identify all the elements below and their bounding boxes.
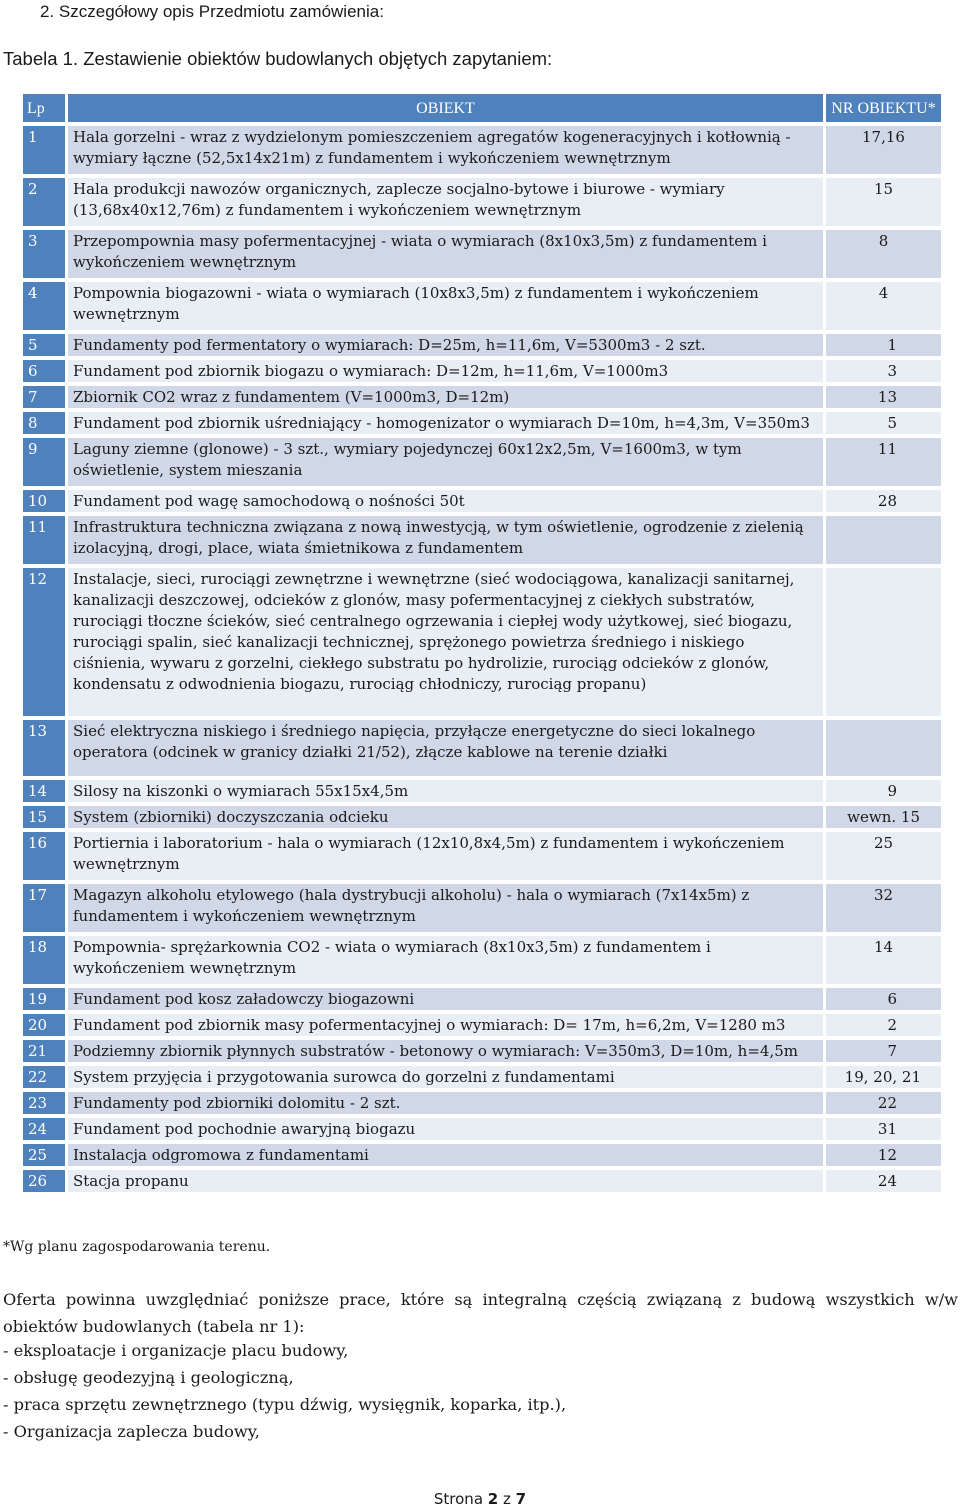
row-description: System (zbiorniki) doczyszczania odcieku <box>68 806 823 828</box>
row-description: Fundamenty pod zbiorniki dolomitu - 2 szt. <box>68 1092 823 1114</box>
row-description: Przepompownia masy pofermentacyjnej - wiata o wymiarach (8x10x3,5m) z fundamentem i wykończeniem wewnętrznym <box>68 230 823 278</box>
row-object-number: 7 <box>826 1040 941 1062</box>
row-description: Hala produkcji nawozów organicznych, zaplecze socjalno-bytowe i biurowe - wymiary (13,68x40x12,76m) z fundamentem i wykończeniem wewnętrznym <box>68 178 823 226</box>
row-description: Fundament pod zbiornik biogazu o wymiarach: D=12m, h=11,6m, V=1000m3 <box>68 360 823 382</box>
row-object-number: 1 <box>826 334 941 356</box>
row-object-number: 3 <box>826 360 941 382</box>
row-object-number: 31 <box>826 1118 941 1140</box>
row-description: Instalacja odgromowa z fundamentami <box>68 1144 823 1166</box>
row-lp: 3 <box>23 230 65 278</box>
table-row <box>23 720 941 776</box>
table-row <box>23 412 941 434</box>
scope-list-item: - praca sprzętu zewnętrznego (typu dźwig, wysięgnik, koparka, itp.), <box>3 1395 567 1414</box>
objects-table <box>20 90 944 1196</box>
row-description: Stacja propanu <box>68 1170 823 1192</box>
table-header-row <box>23 94 941 122</box>
table-row <box>23 516 941 564</box>
row-object-number: 2 <box>826 1014 941 1036</box>
offer-scope-paragraph: Oferta powinna uwzględniać poniższe prace, które są integralną częścią związaną z budową wszystkich w/w obiektów budowlanych (tabela nr 1): <box>3 1290 958 1336</box>
row-description: Hala gorzelni - wraz z wydzielonym pomieszczeniem agregatów kogeneracyjnych i kotłownią - wymiary łączne (52,5x14x21m) z fundamentem i wykończeniem wewnętrznym <box>68 126 823 174</box>
row-description: Silosy na kiszonki o wymiarach 55x15x4,5m <box>68 780 823 802</box>
table-row <box>23 1118 941 1140</box>
row-lp: 22 <box>23 1066 65 1088</box>
row-object-number: 12 <box>826 1144 941 1166</box>
scope-list-item: - eksploatacje i organizacje placu budowy, <box>3 1341 349 1360</box>
table-row <box>23 1040 941 1062</box>
row-description: Fundament pod pochodnie awaryjną biogazu <box>68 1118 823 1140</box>
row-description: Fundament pod wagę samochodową o nośności 50t <box>68 490 823 512</box>
table-row <box>23 360 941 382</box>
table-row <box>23 1144 941 1166</box>
row-lp: 26 <box>23 1170 65 1192</box>
row-object-number: 15 <box>826 178 941 226</box>
row-object-number: 6 <box>826 988 941 1010</box>
row-lp: 4 <box>23 282 65 330</box>
row-description: Fundament pod zbiornik masy pofermentacyjnej o wymiarach: D= 17m, h=6,2m, V=1280 m3 <box>68 1014 823 1036</box>
scope-list-item: - obsługę geodezyjną i geologiczną, <box>3 1368 294 1387</box>
row-lp: 15 <box>23 806 65 828</box>
row-object-number: 32 <box>826 884 941 932</box>
table-row <box>23 806 941 828</box>
table-row <box>23 1092 941 1114</box>
header-nr-obiektu: NR OBIEKTU* <box>826 94 941 122</box>
row-lp: 8 <box>23 412 65 434</box>
header-lp: Lp <box>23 94 65 122</box>
row-lp: 18 <box>23 936 65 984</box>
row-lp: 11 <box>23 516 65 564</box>
row-description: Pompownia- sprężarkownia CO2 - wiata o wymiarach (8x10x3,5m) z fundamentem i wykończeniem wewnętrznym <box>68 936 823 984</box>
row-lp: 6 <box>23 360 65 382</box>
row-lp: 20 <box>23 1014 65 1036</box>
row-lp: 5 <box>23 334 65 356</box>
row-lp: 25 <box>23 1144 65 1166</box>
row-description: Magazyn alkoholu etylowego (hala dystrybucji alkoholu) - hala o wymiarach (7x14x5m) z fundamentem i wykończeniem wewnętrznym <box>68 884 823 932</box>
row-object-number: 8 <box>826 230 941 278</box>
row-lp: 16 <box>23 832 65 880</box>
row-lp: 10 <box>23 490 65 512</box>
row-object-number: 11 <box>826 438 941 486</box>
row-lp: 21 <box>23 1040 65 1062</box>
table-row <box>23 282 941 330</box>
table-row <box>23 780 941 802</box>
row-lp: 13 <box>23 720 65 776</box>
row-object-number <box>826 516 941 564</box>
current-page: 2 <box>487 1490 499 1508</box>
row-object-number: 14 <box>826 936 941 984</box>
row-object-number: 13 <box>826 386 941 408</box>
table-row <box>23 1066 941 1088</box>
table-row <box>23 1014 941 1036</box>
table-row <box>23 230 941 278</box>
row-lp: 12 <box>23 568 65 716</box>
row-description: Fundament pod kosz załadowczy biogazowni <box>68 988 823 1010</box>
table-footnote: *Wg planu zagospodarowania terenu. <box>3 1239 271 1255</box>
row-object-number <box>826 720 941 776</box>
table-row <box>23 884 941 932</box>
total-pages: 7 <box>515 1490 527 1508</box>
row-lp: 23 <box>23 1092 65 1114</box>
row-description: Fundament pod zbiornik uśredniający - homogenizator o wymiarach D=10m, h=4,3m, V=350m3 <box>68 412 823 434</box>
row-description: Infrastruktura techniczna związana z nową inwestycją, w tym oświetlenie, ogrodzenie z zielenią izolacyjną, drogi, place, wiata śmietnikowa z fundamentem <box>68 516 823 564</box>
row-description: Fundamenty pod fermentatory o wymiarach: D=25m, h=11,6m, V=5300m3 - 2 szt. <box>68 334 823 356</box>
row-description: System przyjęcia i przygotowania surowca do gorzelni z fundamentami <box>68 1066 823 1088</box>
table-row <box>23 334 941 356</box>
table-row <box>23 386 941 408</box>
row-lp: 19 <box>23 988 65 1010</box>
row-description: Laguny ziemne (glonowe) - 3 szt., wymiary pojedynczej 60x12x2,5m, V=1600m3, w tym oświetlenie, system mieszania <box>68 438 823 486</box>
table-row <box>23 832 941 880</box>
page-label: Strona <box>433 1490 484 1508</box>
table-row <box>23 178 941 226</box>
row-object-number: wewn. 15 <box>826 806 941 828</box>
table-row <box>23 936 941 984</box>
table-caption: Tabela 1. Zestawienie obiektów budowlanych objętych zapytaniem: <box>3 48 553 69</box>
section-heading: 2. Szczegółowy opis Przedmiotu zamówienia: <box>40 2 384 21</box>
table-row <box>23 568 941 716</box>
table-row <box>23 490 941 512</box>
page-number-footer <box>0 1490 960 1508</box>
row-object-number: 5 <box>826 412 941 434</box>
page-separator: z <box>503 1490 511 1508</box>
row-lp: 17 <box>23 884 65 932</box>
table-row <box>23 438 941 486</box>
row-object-number: 25 <box>826 832 941 880</box>
row-object-number: 4 <box>826 282 941 330</box>
row-object-number: 28 <box>826 490 941 512</box>
row-description: Portiernia i laboratorium - hala o wymiarach (12x10,8x4,5m) z fundamentem i wykończeniem wewnętrznym <box>68 832 823 880</box>
row-object-number: 19, 20, 21 <box>826 1066 941 1088</box>
table-row <box>23 988 941 1010</box>
row-description: Pompownia biogazowni - wiata o wymiarach (10x8x3,5m) z fundamentem i wykończeniem wewnętrznym <box>68 282 823 330</box>
row-object-number <box>826 568 941 716</box>
row-lp: 14 <box>23 780 65 802</box>
scope-list-item: - Organizacja zaplecza budowy, <box>3 1422 260 1441</box>
row-lp: 2 <box>23 178 65 226</box>
row-description: Instalacje, sieci, rurociągi zewnętrzne i wewnętrzne (sieć wodociągowa, kanalizacji sanitarnej, kanalizacji deszczowej, odcieków z glonów, masy pofermentacyjnej z ciekłych substratów, rurociągi tłoczne ścieków, sieć centralnego ogrzewania i ciepłej wody użytkowej, sieć biogazu, rurociągi spalin, sieć kanalizacji technicznej, sprężonego powietrza średniego i niskiego ciśnienia, wywaru z gorzelni, ciekłego substratu po hydrolizie, rurociąg odcieków z glonów, kondensatu z odwodnienia biogazu, rurociąg chłodniczy, rurociąg propanu) <box>68 568 823 716</box>
row-object-number: 22 <box>826 1092 941 1114</box>
row-object-number: 17,16 <box>826 126 941 174</box>
row-lp: 7 <box>23 386 65 408</box>
row-description: Zbiornik CO2 wraz z fundamentem (V=1000m3, D=12m) <box>68 386 823 408</box>
table-row <box>23 126 941 174</box>
row-lp: 1 <box>23 126 65 174</box>
row-lp: 24 <box>23 1118 65 1140</box>
row-lp: 9 <box>23 438 65 486</box>
table-row <box>23 1170 941 1192</box>
header-obiekt: OBIEKT <box>68 94 823 122</box>
row-description: Sieć elektryczna niskiego i średniego napięcia, przyłącze energetyczne do sieci lokalnego operatora (odcinek w granicy działki 21/52), złącze kablowe na terenie działki <box>68 720 823 776</box>
row-object-number: 24 <box>826 1170 941 1192</box>
row-object-number: 9 <box>826 780 941 802</box>
row-description: Podziemny zbiornik płynnych substratów - betonowy o wymiarach: V=350m3, D=10m, h=4,5m <box>68 1040 823 1062</box>
